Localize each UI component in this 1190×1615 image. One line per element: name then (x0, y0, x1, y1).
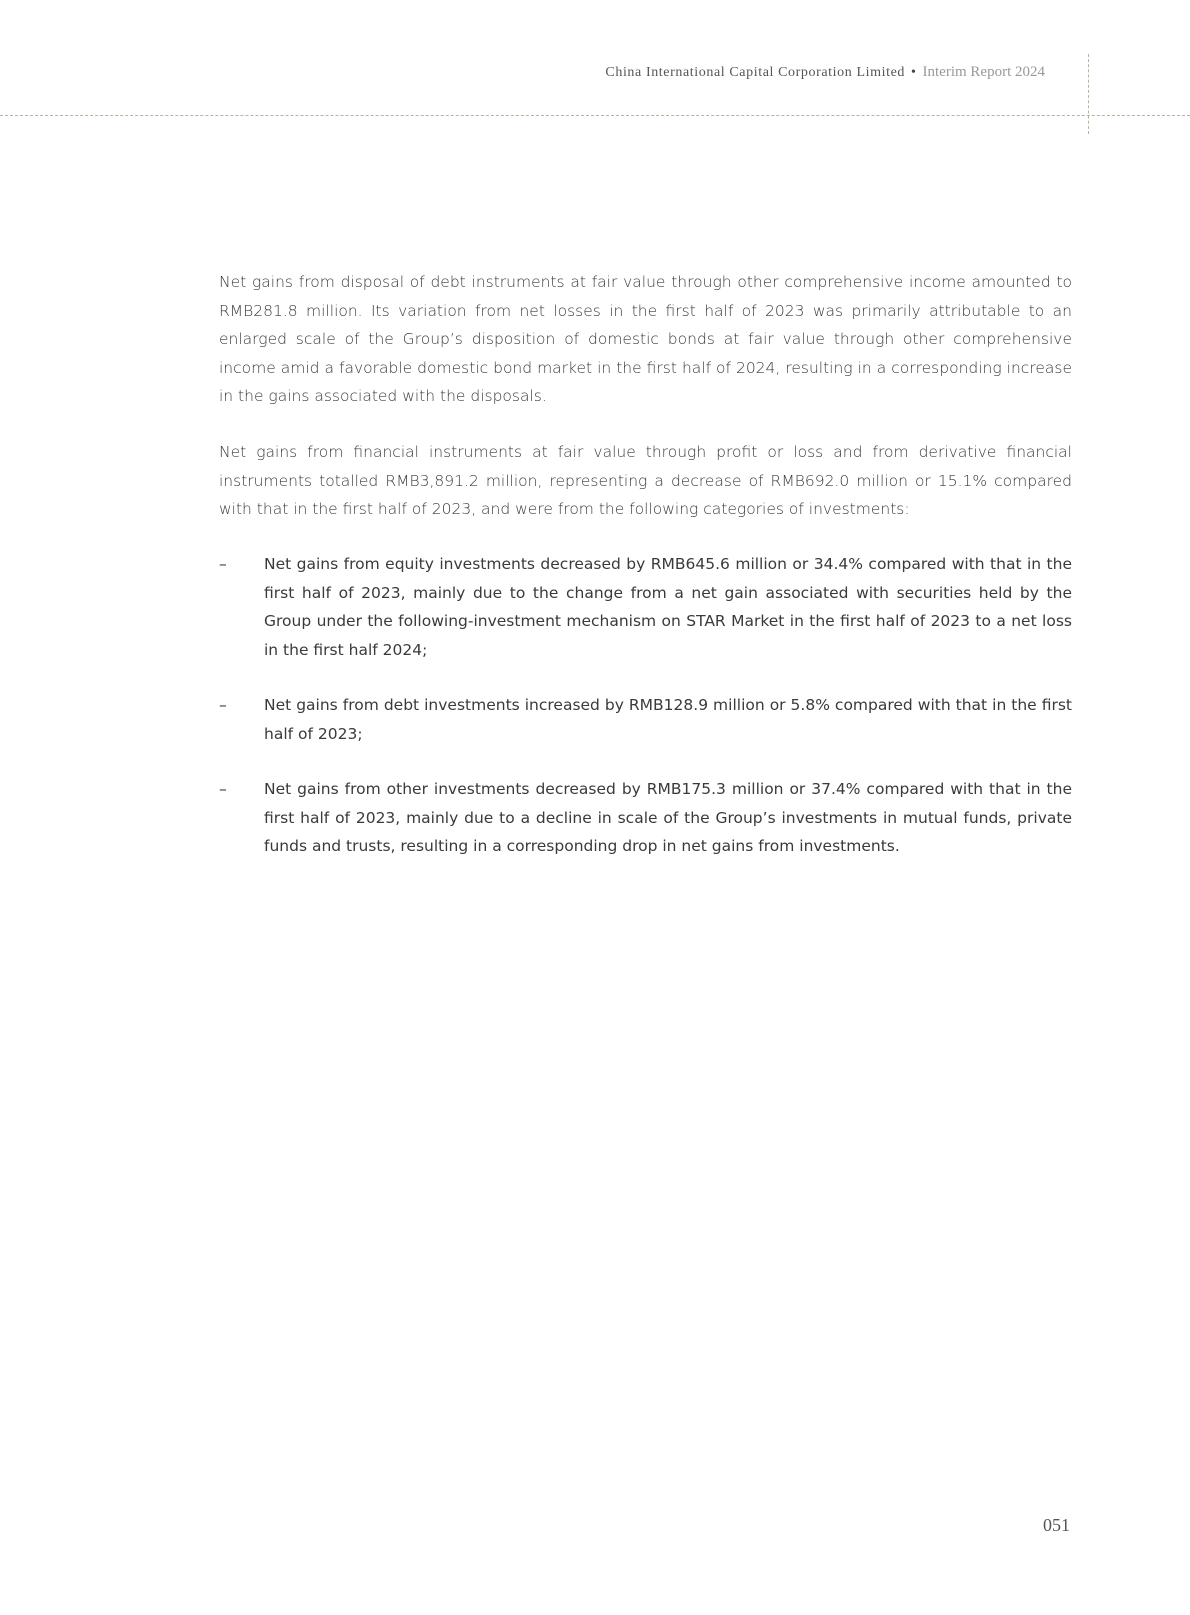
page-number: 051 (1043, 1515, 1070, 1535)
list-item (219, 691, 1072, 748)
bullet-text: Net gains from equity investments decreased by RMB645.6 million or 34.4% compared with that in the first half of 2023, mainly due to the change from a net gain associated with securities held by the Group under the following-investment mechanism on STAR Market in the first half of 2023 to a net loss in the first half 2024; (264, 555, 1072, 659)
header-divider (0, 115, 1190, 116)
separator-dot: • (911, 65, 917, 80)
company-name: China International Capital Corporation Limited (605, 65, 905, 80)
bullet-dash: – (219, 555, 227, 573)
bullet-dash: – (219, 696, 227, 714)
paragraph-fvtpl-gains: Net gains from financial instruments at fair value through profit or loss and from derivative financial instruments totalled RMB3,891.2 million, representing a decrease of RMB692.0 million or 15.1% compared with that in the first half of 2023, and were from the following categories of investments: (219, 443, 1072, 518)
crop-mark-line (1088, 54, 1089, 134)
running-header (605, 64, 1045, 81)
bullet-text: Net gains from debt investments increased by RMB128.9 million or 5.8% compared with that in the first half of 2023; (264, 696, 1072, 743)
report-title: Interim Report 2024 (922, 64, 1045, 80)
list-item (219, 775, 1072, 861)
bullet-text: Net gains from other investments decreased by RMB175.3 million or 37.4% compared with that in the first half of 2023, mainly due to a decline in scale of the Group’s investments in mutual funds, private funds and trusts, resulting in a corresponding drop in net gains from investments. (264, 780, 1072, 855)
list-item (219, 550, 1072, 664)
bullet-dash: – (219, 780, 227, 798)
paragraph-fvoci-disposal: Net gains from disposal of debt instruments at fair value through other comprehensive income amounted to RMB281.8 million. Its variation from net losses in the first half of 2023 was primarily attributable to an enlarged scale of the Group’s disposition of domestic bonds at fair value through other comprehensive income amid a favorable domestic bond market in the first half of 2024, resulting in a corresponding increase in the gains associated with the disposals. (219, 273, 1072, 405)
